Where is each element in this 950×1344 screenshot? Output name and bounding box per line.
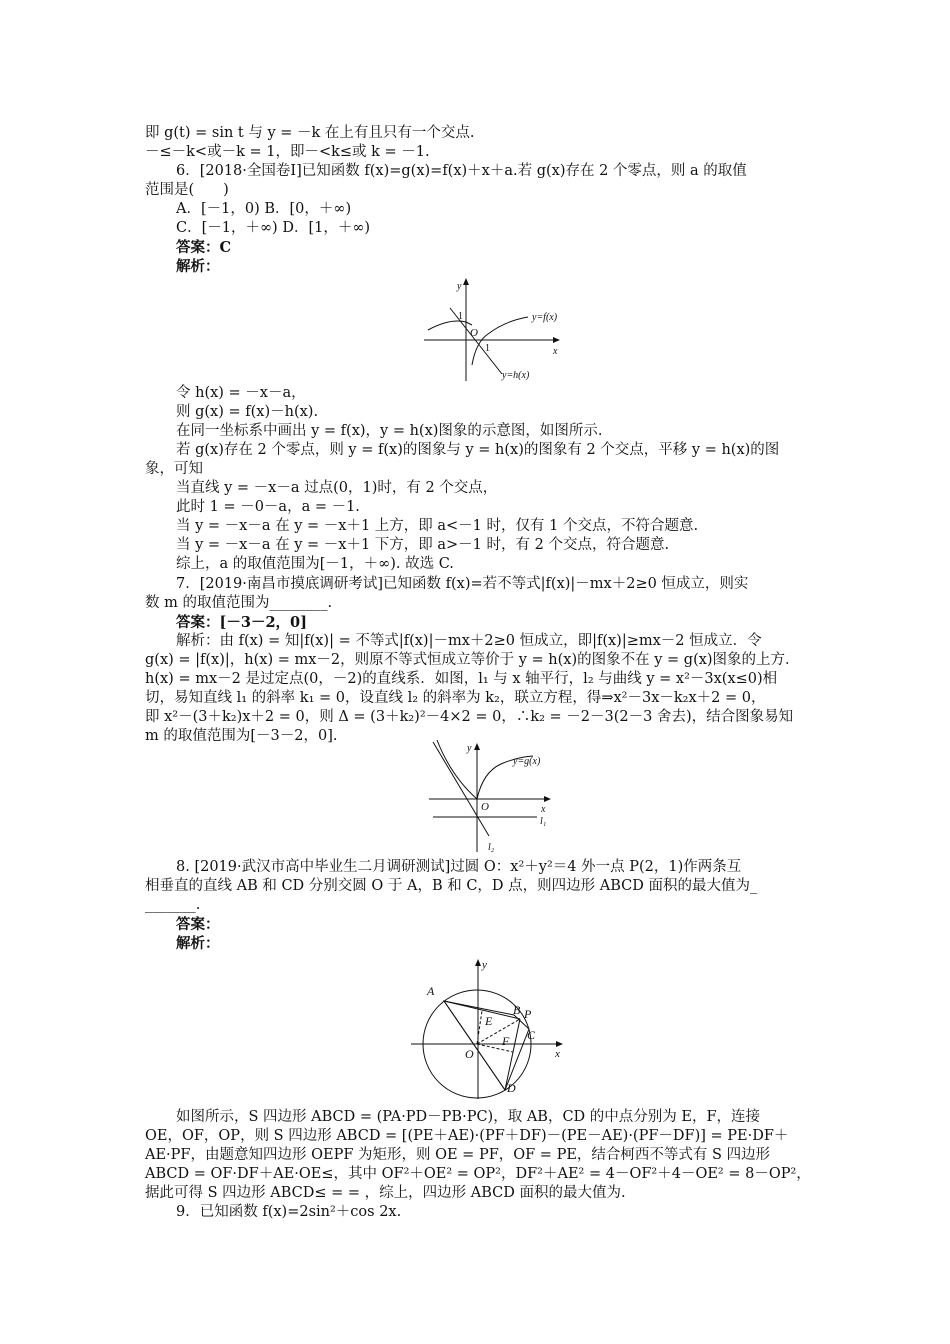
- text-line: ABCD = OF·DF＋AE·OE≤，其中 OF²＋OE² = OP²，DF²＋AE² = 4－OF²＋4－OE² = 8－OP²，: [145, 1166, 811, 1182]
- text-line: m 的取值范围为[－3－2，0].: [145, 728, 338, 744]
- text-line: 据此可得 S 四边形 ABCD≤ = = ，综上，四边形 ABCD 面积的最大值为.: [145, 1185, 626, 1201]
- text-line: 当直线 y = －x－a 过点(0，1)时，有 2 个交点，: [176, 480, 498, 496]
- x-axis-arrow: [553, 337, 560, 343]
- question-8-stem: 相垂直的直线 AB 和 CD 分别交圆 O 于 A，B 和 C，D 点，则四边形 ABCD 面积的最大值为_: [145, 878, 758, 894]
- text-line: 即 g(t) = sin t 与 y = －k 在上有且只有一个交点.: [145, 125, 475, 141]
- curve-label-f: y=f(x): [532, 312, 558, 323]
- text-line: g(x) = |f(x)|，h(x) = mx－2，则原不等式恒成立等价于 y = h(x)的图象不在 y = g(x)图象的上方．: [145, 652, 800, 668]
- question-9-stem: 9．已知函数 f(x)=2sin²＋cos 2x.: [176, 1204, 402, 1220]
- circle-quadrilateral-figure: [405, 952, 570, 1102]
- text-line: －≤－k<或－k = 1，即－<k≤或 k = －1.: [145, 144, 430, 160]
- line-l2: [433, 742, 489, 836]
- point-label-p: P: [524, 1007, 532, 1021]
- question-8-answer: 答案：: [176, 916, 220, 933]
- question-8-stem: 8. [2019·武汉市高中毕业生二月调研测试]过圆 O：x²＋y²＝4 外一点 P(2，1)作两条互: [176, 859, 742, 875]
- point-label-d: D: [507, 1081, 516, 1095]
- origin-label: O: [470, 327, 478, 339]
- tick-label-x: 1: [485, 343, 490, 354]
- tangent-lines-figure: [425, 736, 560, 856]
- question-8-analysis-label: 解析：: [176, 935, 220, 952]
- text-line: 此时 1 = －0－a，a = －1.: [176, 499, 360, 515]
- curve-label-g: y=g(x): [513, 756, 541, 767]
- text-line: 即 x²－(3＋k₂)x＋2 = 0，则 Δ = (3＋k₂)²－4×2 = 0，∴k₂ = －2－3(2－3 舍去)，结合图象易知: [145, 709, 794, 725]
- text-line: h(x) = mx－2 是过定点(0，－2)的直线系．如图，l₁ 与 x 轴平行，l₂ 与曲线 y = x²－3x(x≤0)相: [145, 671, 778, 687]
- function-graph-figure: [420, 272, 565, 384]
- text-line: 则 g(x) = f(x)－h(x).: [176, 404, 319, 420]
- text-line: OE，OF，OP，则 S 四边形 ABCD = [(PE＋AE)·(PF＋DF)－(PE－AE)·(PF－DF)] = PE·DF＋: [145, 1128, 789, 1144]
- question-6-answer: 答案：C: [176, 239, 232, 256]
- x-axis-arrow: [544, 796, 551, 802]
- y-axis-label: y: [467, 743, 472, 754]
- text-line: 综上，a 的取值范围为[－1，＋∞). 故选 C.: [176, 556, 454, 572]
- point-label-c: C: [527, 1028, 536, 1042]
- x-axis-arrow: [556, 1041, 563, 1047]
- question-7-analysis: 解析：由 f(x) = 知|f(x)| = 不等式|f(x)|－mx＋2≥0 恒成立，即|f(x)|≥mx－2 恒成立．令: [176, 633, 762, 649]
- question-7-answer: 答案：[－3－2，0]: [176, 614, 307, 631]
- x-axis-label: x: [555, 1048, 560, 1060]
- curve-f-left: [428, 321, 472, 330]
- question-6-stem: 6．[2018·全国卷Ⅰ]已知函数 f(x)=g(x)=f(x)＋x＋a.若 g(x)存在 2 个零点，则 a 的取值: [176, 163, 747, 179]
- diagonal-ad: [444, 1001, 505, 1090]
- question-7-stem: 数 m 的取值范围为________.: [145, 595, 333, 611]
- origin-label: O: [465, 1047, 474, 1061]
- y-axis-arrow: [463, 278, 469, 285]
- x-axis-label: x: [541, 804, 546, 815]
- curve-f-right: [472, 317, 528, 365]
- question-7-stem: 7．[2019·南昌市摸底调研考试]已知函数 f(x)=若不等式|f(x)|－mx＋2≥0 恒成立，则实: [176, 576, 749, 592]
- text-line: 若 g(x)存在 2 个零点，则 y = f(x)的图象与 y = h(x)的图象有 2 个交点，平移 y = h(x)的图: [176, 442, 780, 458]
- line-label-l1: l₁: [540, 816, 547, 827]
- point-label-a: A: [427, 984, 435, 998]
- question-6-stem: 范围是( ): [145, 182, 229, 198]
- curve-label-h: y=h(x): [502, 370, 530, 381]
- question-6-options: C．[－1，＋∞) D．[1，＋∞): [176, 220, 371, 236]
- line-ab: [444, 1001, 520, 1019]
- text-line: 象，可知: [145, 461, 203, 477]
- point-label-e: E: [485, 1014, 493, 1028]
- point-label-b: B: [513, 1003, 521, 1017]
- line-label-l2: l₂: [488, 842, 495, 853]
- text-line: 令 h(x) = －x－a，: [176, 385, 306, 401]
- question-6-analysis-label: 解析：: [176, 258, 220, 275]
- text-line: 当 y = －x－a 在 y = －x＋1 上方，即 a<－1 时，仅有 1 个交点，不符合题意.: [176, 518, 699, 534]
- text-line: 当 y = －x－a 在 y = －x＋1 下方，即 a>－1 时，有 2 个交点，符合题意.: [176, 537, 670, 553]
- y-axis-label: y: [457, 281, 462, 292]
- tick-label-y: 1: [458, 311, 463, 322]
- text-line: 在同一坐标系中画出 y = f(x)，y = h(x)图象的示意图，如图所示.: [176, 423, 603, 439]
- text-line: AE·PF，由题意知四边形 OEPF 为矩形，则 OE = PF，OF = PE，结合柯西不等式有 S 四边形: [145, 1147, 771, 1163]
- question-6-options: A．[－1，0) B．[0，＋∞): [176, 201, 352, 217]
- y-axis-label: y: [482, 959, 487, 971]
- y-axis-arrow: [474, 743, 480, 750]
- segment-op: [477, 1019, 520, 1044]
- point-label-f: F: [502, 1034, 510, 1048]
- text-line: 如图所示，S 四边形 ABCD = (PA·PD－PB·PC)，取 AB，CD 的中点分别为 E，F，连接: [176, 1109, 761, 1125]
- text-line: 切，易知直线 l₁ 的斜率 k₁ = 0，设直线 l₂ 的斜率为 k₂，联立方程，得⇒x²－3x－k₂x＋2 = 0，: [145, 690, 766, 706]
- question-8-stem: _______.: [145, 897, 201, 913]
- x-axis-label: x: [553, 346, 558, 357]
- y-axis-arrow: [475, 959, 481, 966]
- origin-label: O: [481, 801, 489, 813]
